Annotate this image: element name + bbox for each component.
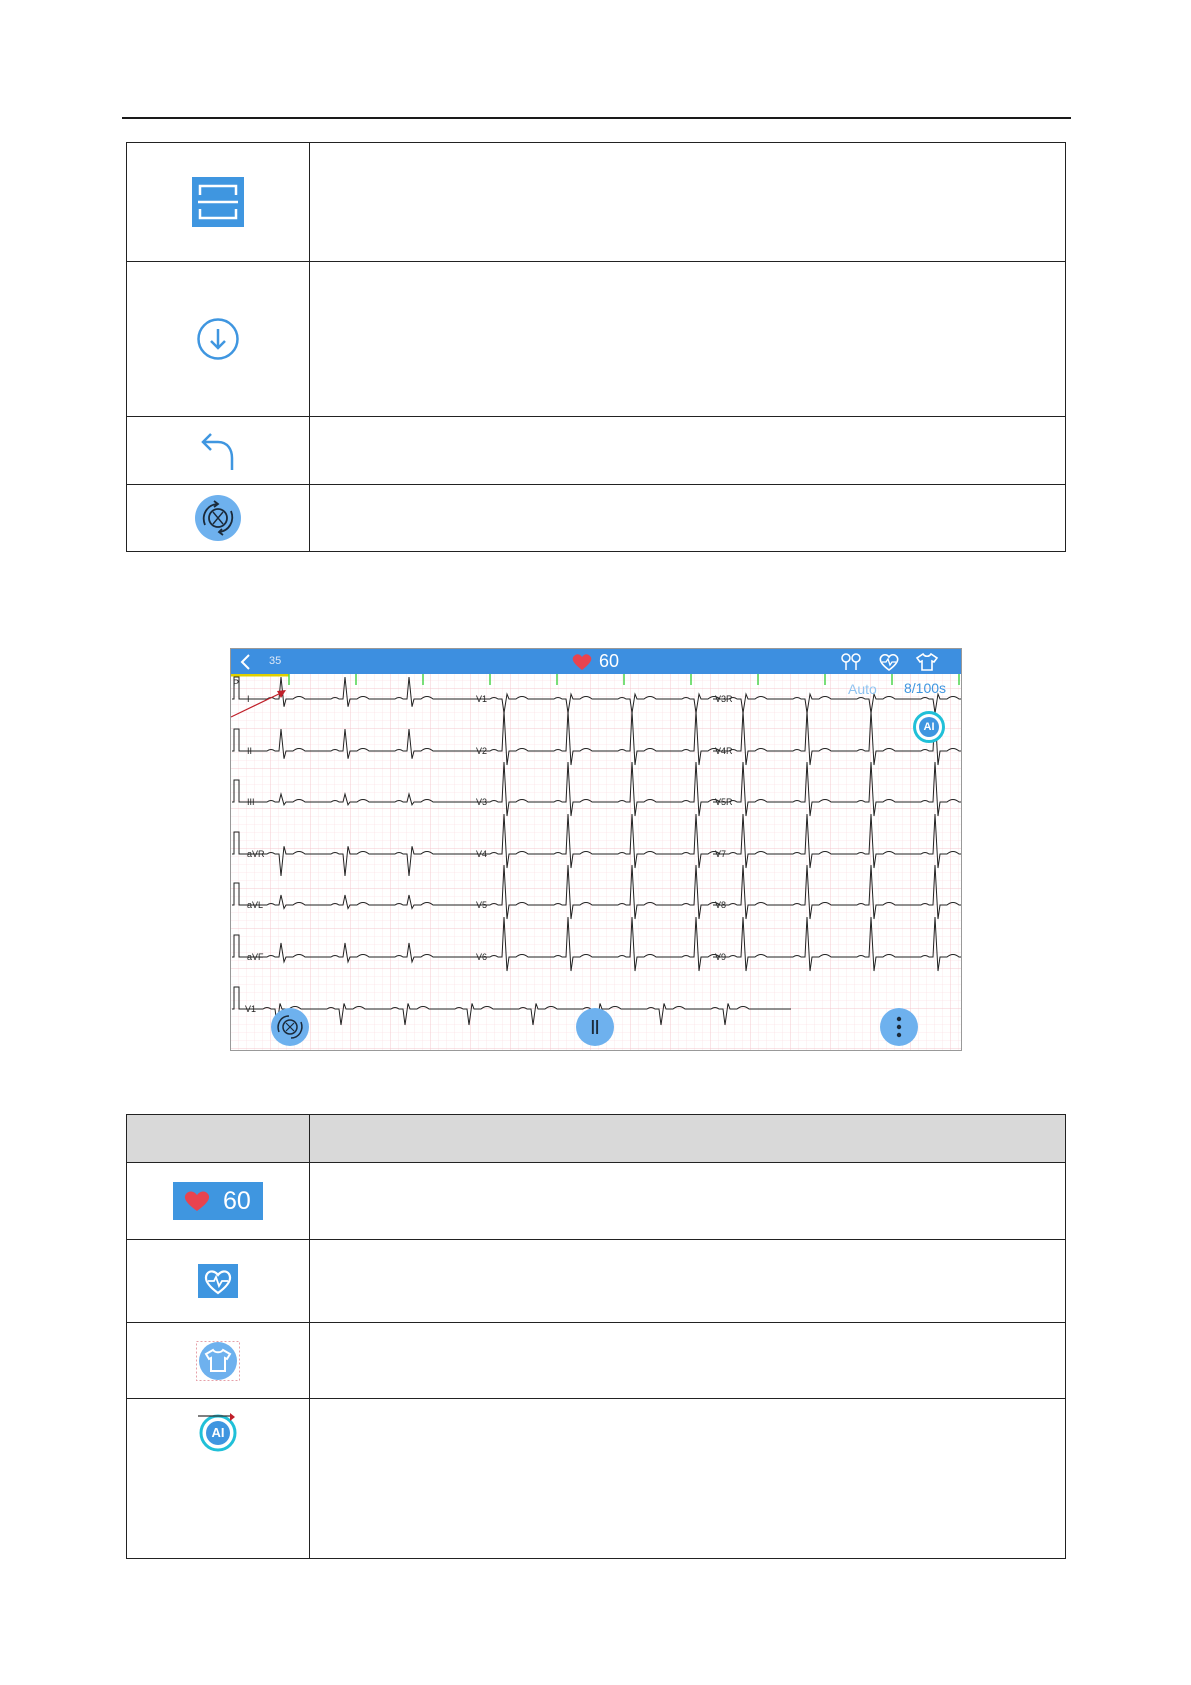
lead-label-iii: III (247, 797, 255, 807)
lead-label-avr: aVR (247, 849, 265, 859)
lead-label-rhythm: V1 (245, 1004, 257, 1014)
table-cell-desc (310, 417, 1066, 485)
table-cell-icon (127, 143, 310, 262)
table-cell-desc (310, 1163, 1066, 1240)
ai-label: AI (919, 717, 939, 737)
time-progress: 8/100s (904, 680, 947, 696)
table-cell-desc (310, 1399, 1066, 1559)
lead-label-v7: V7 (715, 849, 727, 859)
shirt-icon[interactable] (196, 1341, 240, 1381)
download-circle-icon[interactable] (196, 317, 240, 361)
table-row (127, 1240, 1066, 1323)
heart-rate-icon[interactable] (173, 1182, 263, 1220)
lead-label-v9: V9 (715, 952, 727, 962)
lead-label-v2: V2 (476, 746, 488, 756)
shirt-icon[interactable] (915, 652, 939, 672)
table-cell-icon (127, 1323, 310, 1399)
table-row (127, 143, 1066, 262)
heart-monitor-icon[interactable] (198, 1264, 238, 1298)
table-cell-desc (310, 1323, 1066, 1399)
lead-label-avf: aVF (247, 952, 264, 962)
ai-analysis-icon[interactable] (198, 1413, 238, 1453)
lead-label-v4r: V4R (715, 746, 733, 756)
table-row (127, 1323, 1066, 1399)
table-cell-icon (127, 485, 310, 552)
lead-label-v4: V4 (476, 849, 488, 859)
lead-label-v5r: V5R (715, 797, 733, 807)
lead-label-v3: V3 (476, 797, 488, 807)
lead-label-v8: V8 (715, 900, 727, 910)
table-cell-desc (310, 262, 1066, 417)
ai-icon-label: AI (211, 1425, 225, 1440)
ecg-toolbar (231, 649, 961, 674)
ecg-screen (230, 648, 962, 1051)
rotate-circle-icon[interactable] (195, 495, 241, 541)
table-row (127, 1163, 1066, 1240)
icon-table-bottom (126, 1114, 1066, 1559)
ai-analysis-button[interactable] (913, 711, 945, 743)
table-header-row (127, 1115, 1066, 1163)
heart-icon (183, 1190, 211, 1212)
table-cell-icon (127, 1163, 310, 1240)
lead-label-v6: V6 (476, 952, 488, 962)
table-cell-icon (127, 1399, 310, 1559)
lead-label-v5: V5 (476, 900, 488, 910)
heart-icon (571, 653, 593, 671)
electrode-icon[interactable] (839, 652, 863, 672)
table-cell-icon (127, 1240, 310, 1323)
heart-monitor-icon[interactable] (878, 652, 900, 672)
ecg-grid (231, 674, 961, 1050)
icon-table-top (126, 142, 1066, 552)
table-header-cell (310, 1115, 1066, 1163)
table-cell-desc (310, 1240, 1066, 1323)
mode-label: Auto (848, 681, 877, 697)
table-row (127, 417, 1066, 485)
rotate-button[interactable] (271, 1008, 309, 1046)
heart-rate-value: 60 (599, 651, 620, 671)
header-rule (122, 117, 1071, 119)
rotate-icon (271, 1008, 309, 1046)
lead-label-i: I (247, 694, 250, 704)
table-row (127, 262, 1066, 417)
undo-arrow-icon[interactable] (198, 430, 238, 472)
ecg-waveform-area (231, 649, 961, 1050)
table-cell-icon (127, 417, 310, 485)
table-row (127, 1399, 1066, 1559)
table-header-cell (127, 1115, 310, 1163)
table-cell-desc (310, 143, 1066, 262)
pause-button[interactable]: || (576, 1008, 614, 1046)
lead-label-v3r: V3R (715, 694, 733, 704)
lead-label-v1: V1 (476, 694, 488, 704)
lead-label-p: P (233, 678, 240, 688)
screen-fit-icon[interactable] (192, 177, 244, 227)
back-chevron-icon[interactable] (239, 653, 251, 671)
more-vertical-icon (880, 1008, 918, 1046)
lead-label-avl: aVL (247, 900, 264, 910)
table-row (127, 485, 1066, 552)
lead-label-ii: II (247, 746, 253, 756)
heart-rate-badge-value: 60 (223, 1187, 251, 1215)
more-menu-button[interactable] (880, 1008, 918, 1046)
table-cell-icon (127, 262, 310, 417)
back-count: 35 (269, 655, 282, 667)
table-cell-desc (310, 485, 1066, 552)
